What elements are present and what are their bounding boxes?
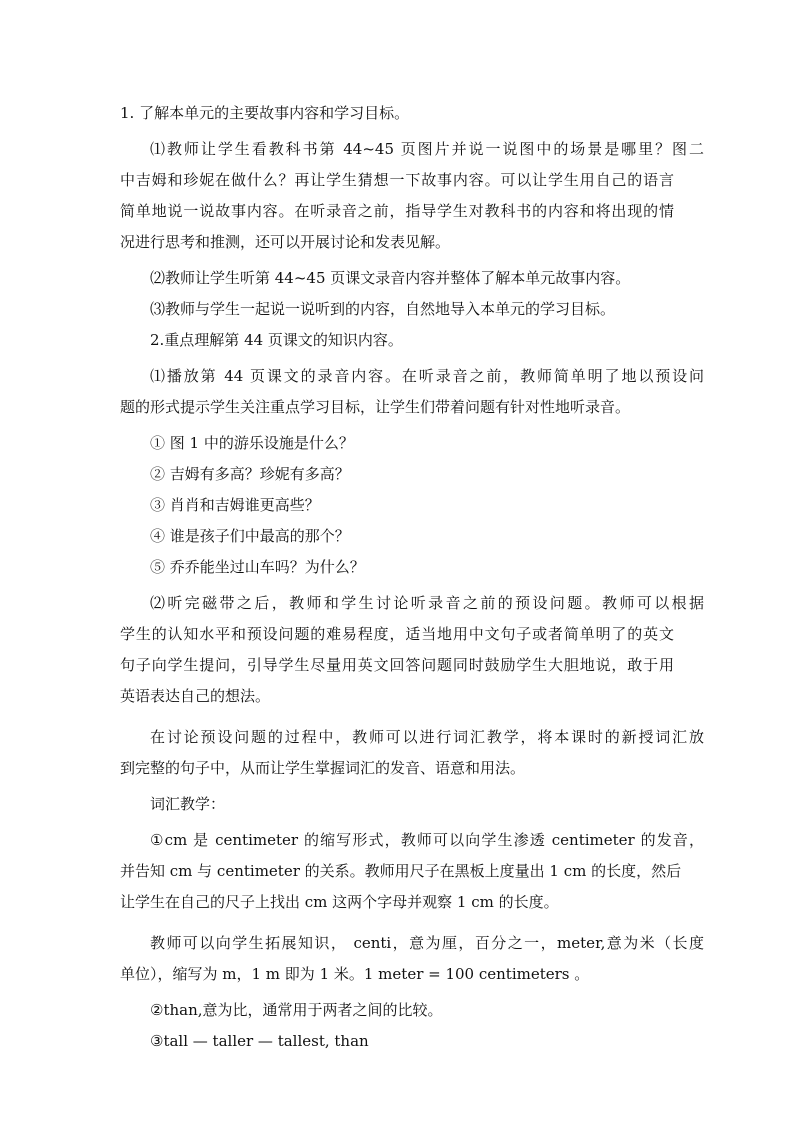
paragraph-line: 教师可以向学生拓展知识， centi，意为厘，百分之一，meter,意为米（长度: [150, 934, 704, 952]
section-heading-2: 2.重点理解第 44 页课文的知识内容。: [150, 331, 403, 349]
paragraph-line: 并告知 cm 与 centimeter 的关系。教师用尺子在黑板上度量出 1 cm 的长度，然后: [120, 862, 682, 880]
question-1: ① 图 1 中的游乐设施是什么？: [150, 434, 354, 452]
paragraph-line: 单位），缩写为 m，1 m 即为 1 米。1 meter = 100 centimeters 。: [120, 965, 590, 983]
paragraph-2: ⑵教师让学生听第 44~45 页课文录音内容并整体了解本单元故事内容。: [150, 269, 631, 287]
question-5: ⑤ 乔乔能坐过山车吗？为什么？: [150, 558, 365, 576]
paragraph-line: 英语表达自己的想法。: [120, 687, 271, 705]
question-4: ④ 谁是孩子们中最高的那个？: [150, 527, 350, 545]
paragraph-5: [120, 588, 704, 712]
paragraph-3: ⑶教师与学生一起说一说听到的内容，自然地导入本单元的学习目标。: [150, 300, 616, 318]
vocab-heading: 词汇教学：: [150, 795, 226, 813]
paragraph-line: 简单地说一说故事内容。在听录音之前，指导学生对教科书的内容和将出现的情: [120, 202, 674, 220]
vocab-item-1: [120, 825, 704, 918]
paragraph-line: 在讨论预设问题的过程中，教师可以进行词汇教学，将本课时的新授词汇放: [150, 728, 704, 746]
paragraph-line: 让学生在自己的尺子上找出 cm 这两个字母并观察 1 cm 的长度。: [120, 893, 559, 911]
paragraph-line: ⑵听完磁带之后，教师和学生讨论听录音之前的预设问题。教师可以根据: [150, 594, 704, 612]
vocab-item-2: ②than,意为比，通常用于两者之间的比较。: [150, 1001, 443, 1019]
paragraph-line: ⑴教师让学生看教科书第 44~45 页图片并说一说图中的场景是哪里？图二: [150, 140, 704, 158]
paragraph-line: 句子向学生提问，引导学生尽量用英文回答问题同时鼓励学生大胆地说，敢于用: [120, 656, 674, 674]
section-heading-1: 1. 了解本单元的主要故事内容和学习目标。: [120, 104, 410, 122]
paragraph-line: 中吉姆和珍妮在做什么？再让学生猜想一下故事内容。可以让学生用自己的语言: [120, 171, 674, 189]
paragraph-1: [120, 134, 704, 258]
paragraph-line: 学生的认知水平和预设问题的难易程度，适当地用中文句子或者简单明了的英文: [120, 625, 674, 643]
paragraph-6: [120, 722, 704, 784]
paragraph-line: 况进行思考和推测，还可以开展讨论和发表见解。: [120, 233, 451, 251]
paragraph-line: 题的形式提示学生关注重点学习目标，让学生们带着问题有针对性地听录音。: [120, 398, 631, 416]
paragraph-line: ①cm 是 centimeter 的缩写形式，教师可以向学生渗透 centimeter 的发音，: [150, 831, 704, 849]
question-3: ③ 肖肖和吉姆谁更高些？: [150, 496, 320, 514]
paragraph-4: [120, 361, 704, 423]
vocab-item-3: ③tall — taller — tallest, than: [150, 1032, 369, 1050]
vocab-extension: [120, 928, 704, 990]
paragraph-line: 到完整的句子中，从而让学生掌握词汇的发音、语意和用法。: [120, 759, 526, 777]
question-2: ② 吉姆有多高？珍妮有多高？: [150, 465, 350, 483]
paragraph-line: ⑴播放第 44 页课文的录音内容。在听录音之前，教师简单明了地以预设问: [150, 367, 704, 385]
